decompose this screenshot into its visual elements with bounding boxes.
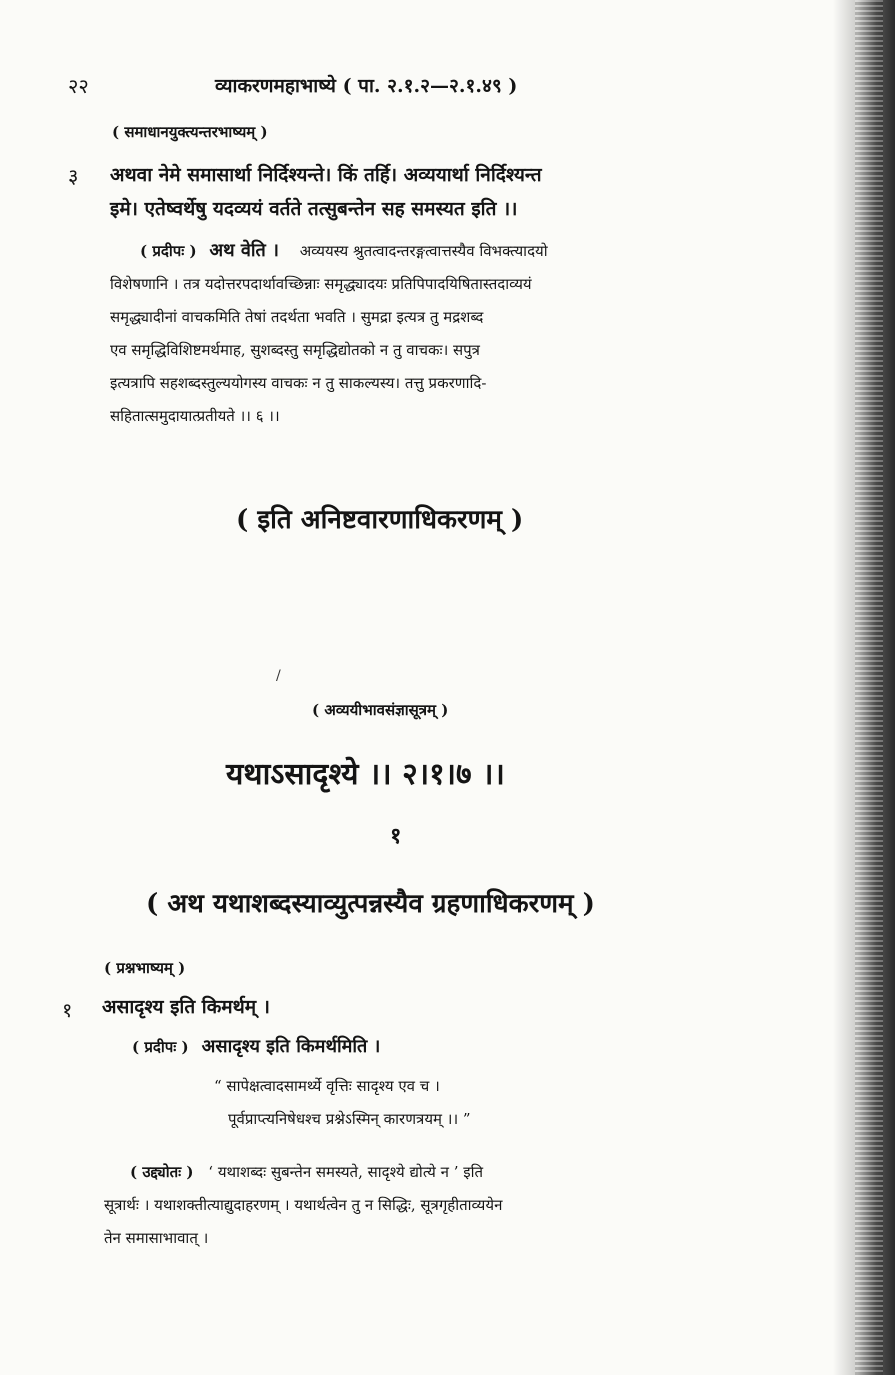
paragraph-number: ३ xyxy=(68,164,79,188)
sutra-text: यथाऽसादृश्ये ।। २।१।७ ।। xyxy=(226,757,505,792)
pradipa-label: ( प्रदीपः ) xyxy=(140,242,197,260)
adhikarana-number: १ xyxy=(390,823,402,849)
closing-heading: ( इति अनिष्टवारणाधिकरणम् ) xyxy=(236,505,524,535)
uddyota-commentary xyxy=(104,1156,754,1255)
bhashya-text: असादृश्य इति किमर्थम् । xyxy=(102,996,270,1018)
section-label-samadhana: ( समाधानयुक्त्यन्तरभाष्यम् ) xyxy=(112,123,268,141)
pradipa-line: सहितात्समुदायात्प्रतीयते ।। ६ ।। xyxy=(110,407,280,425)
pradipa-commentary xyxy=(110,234,760,433)
running-title: व्याकरणमहाभाष्ये ( पा. २.१.२—२.१.४९ ) xyxy=(215,75,518,97)
pradipa-line: अव्ययस्य श्रुतत्वादन्तरङ्गत्वात्तस्यैव विभक्त्यादयो xyxy=(299,242,548,260)
bhashya-text xyxy=(110,158,760,226)
pradipa-line: विशेषणानि । तत्र यदोत्तरपदार्थावच्छिन्नाः समृद्ध्यादयः प्रतिपिपादयिषितास्तदाव्ययं xyxy=(110,275,532,293)
pradipa-line: समृद्ध्यादीनां वाचकमिति तेषां तदर्थता भवति । सुमद्रा इत्यत्र तु मद्रशब्द xyxy=(110,308,484,326)
uddyota-line: ‘ यथाशब्दः सुबन्तेन समस्यते, सादृश्ये द्योत्ये न ’ इति xyxy=(208,1163,484,1181)
stray-mark: / xyxy=(276,668,281,684)
scan-edge-noise xyxy=(855,0,883,1375)
pradipa-line: एव समृद्धिविशिष्टमर्थमाह, सुशब्दस्तु समृद्धिद्योतको न तु वाचकः। सपुत्र xyxy=(110,341,480,359)
bhashya-line: इमे। एतेष्वर्थेषु यदव्ययं वर्तते तत्सुबन्तेन सह समस्यत इति ।। xyxy=(110,198,518,220)
pradipa-label: ( प्रदीपः ) xyxy=(132,1038,189,1056)
pradipa-text: असादृश्य इति किमर्थमिति । xyxy=(201,1036,381,1057)
section-label-prashna: ( प्रश्नभाष्यम् ) xyxy=(104,959,186,977)
verse-line: पूर्वप्राप्त्यनिषेधश्च प्रश्नेऽस्मिन् कारणत्रयम् ।। ” xyxy=(228,1110,471,1128)
pradipa-line: इत्यत्रापि सहशब्दस्तुल्ययोगस्य वाचकः न तु साकल्यस्य। तत्तु प्रकरणादि- xyxy=(110,374,487,392)
verse xyxy=(214,1070,471,1136)
pradipa-lead: अथ वेति । xyxy=(209,240,279,261)
adhikarana-heading: ( अथ यथाशब्दस्याव्युत्पन्नस्यैव ग्रहणाधिकरणम् ) xyxy=(146,889,595,919)
bhashya-line: अथवा नेमे समासार्था निर्दिश्यन्ते। किं तर्हि। अव्ययार्था निर्दिश्यन्त xyxy=(110,164,542,186)
sutra-label: ( अव्ययीभावसंज्ञासूत्रम् ) xyxy=(312,701,449,719)
uddyota-line: सूत्रार्थः । यथाशक्तीत्याद्युदाहरणम् । यथार्थत्वेन तु न सिद्धिः, सूत्रगृहीताव्ययेन xyxy=(104,1196,503,1214)
verse-line: “ सापेक्षत्वादसामर्थ्ये वृत्तिः सादृश्य एव च । xyxy=(214,1077,440,1095)
pradipa-commentary xyxy=(132,1034,380,1058)
paragraph-number: १ xyxy=(62,998,73,1022)
uddyota-label: ( उद्द्योतः ) xyxy=(130,1163,194,1181)
page-number: २२ xyxy=(68,74,89,98)
uddyota-line: तेन समासाभावात् । xyxy=(104,1229,209,1247)
